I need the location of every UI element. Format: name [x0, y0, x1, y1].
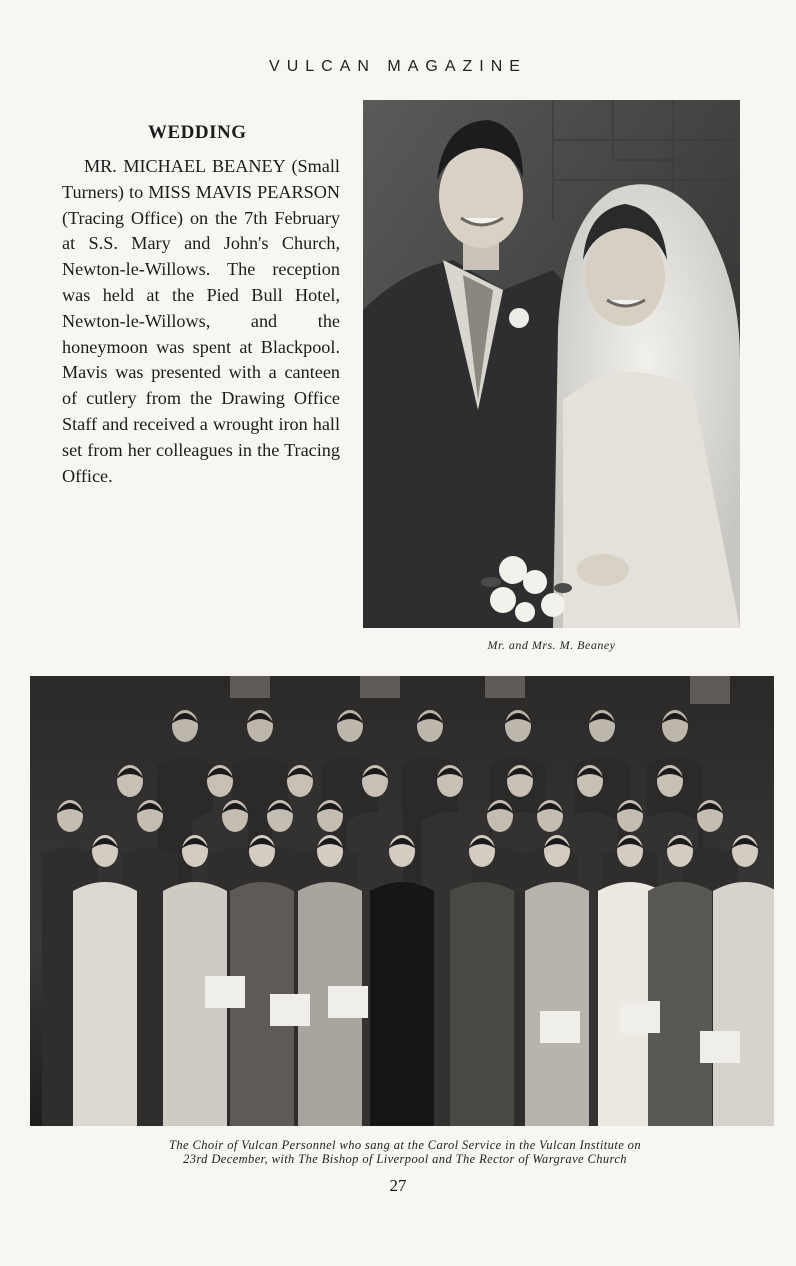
wedding-photo-caption: Mr. and Mrs. M. Beaney	[487, 638, 616, 652]
magazine-header: VULCAN MAGAZINE	[269, 58, 527, 75]
choir-caption-line-2: 23rd December, with The Bishop of Liverpool and The Rector of Wargrave Church	[183, 1152, 627, 1166]
article-heading: WEDDING	[148, 122, 247, 143]
choir-photo	[30, 676, 774, 1126]
wedding-photo	[363, 100, 740, 628]
choir-photo-caption	[80, 1138, 730, 1166]
page-number: 27	[389, 1176, 407, 1195]
article-body: MR. MICHAEL BEANEY (Small Turners) to MISS MAVIS PEARSON (Tracing Office) on the 7th February at S.S. Mary and John's Church, Newton-le-Willows. The reception was held at the Pied Bull Hotel, Newton-le-Willows, and the honeymoon was spent at Blackpool. Mavis was presented with a canteen of cutlery from the Drawing Office Staff and received a wrought iron hall set from her colleagues in the Tracing Office.	[62, 156, 340, 486]
choir-caption-line-1: The Choir of Vulcan Personnel who sang at the Carol Service in the Vulcan Institute on	[169, 1138, 641, 1152]
